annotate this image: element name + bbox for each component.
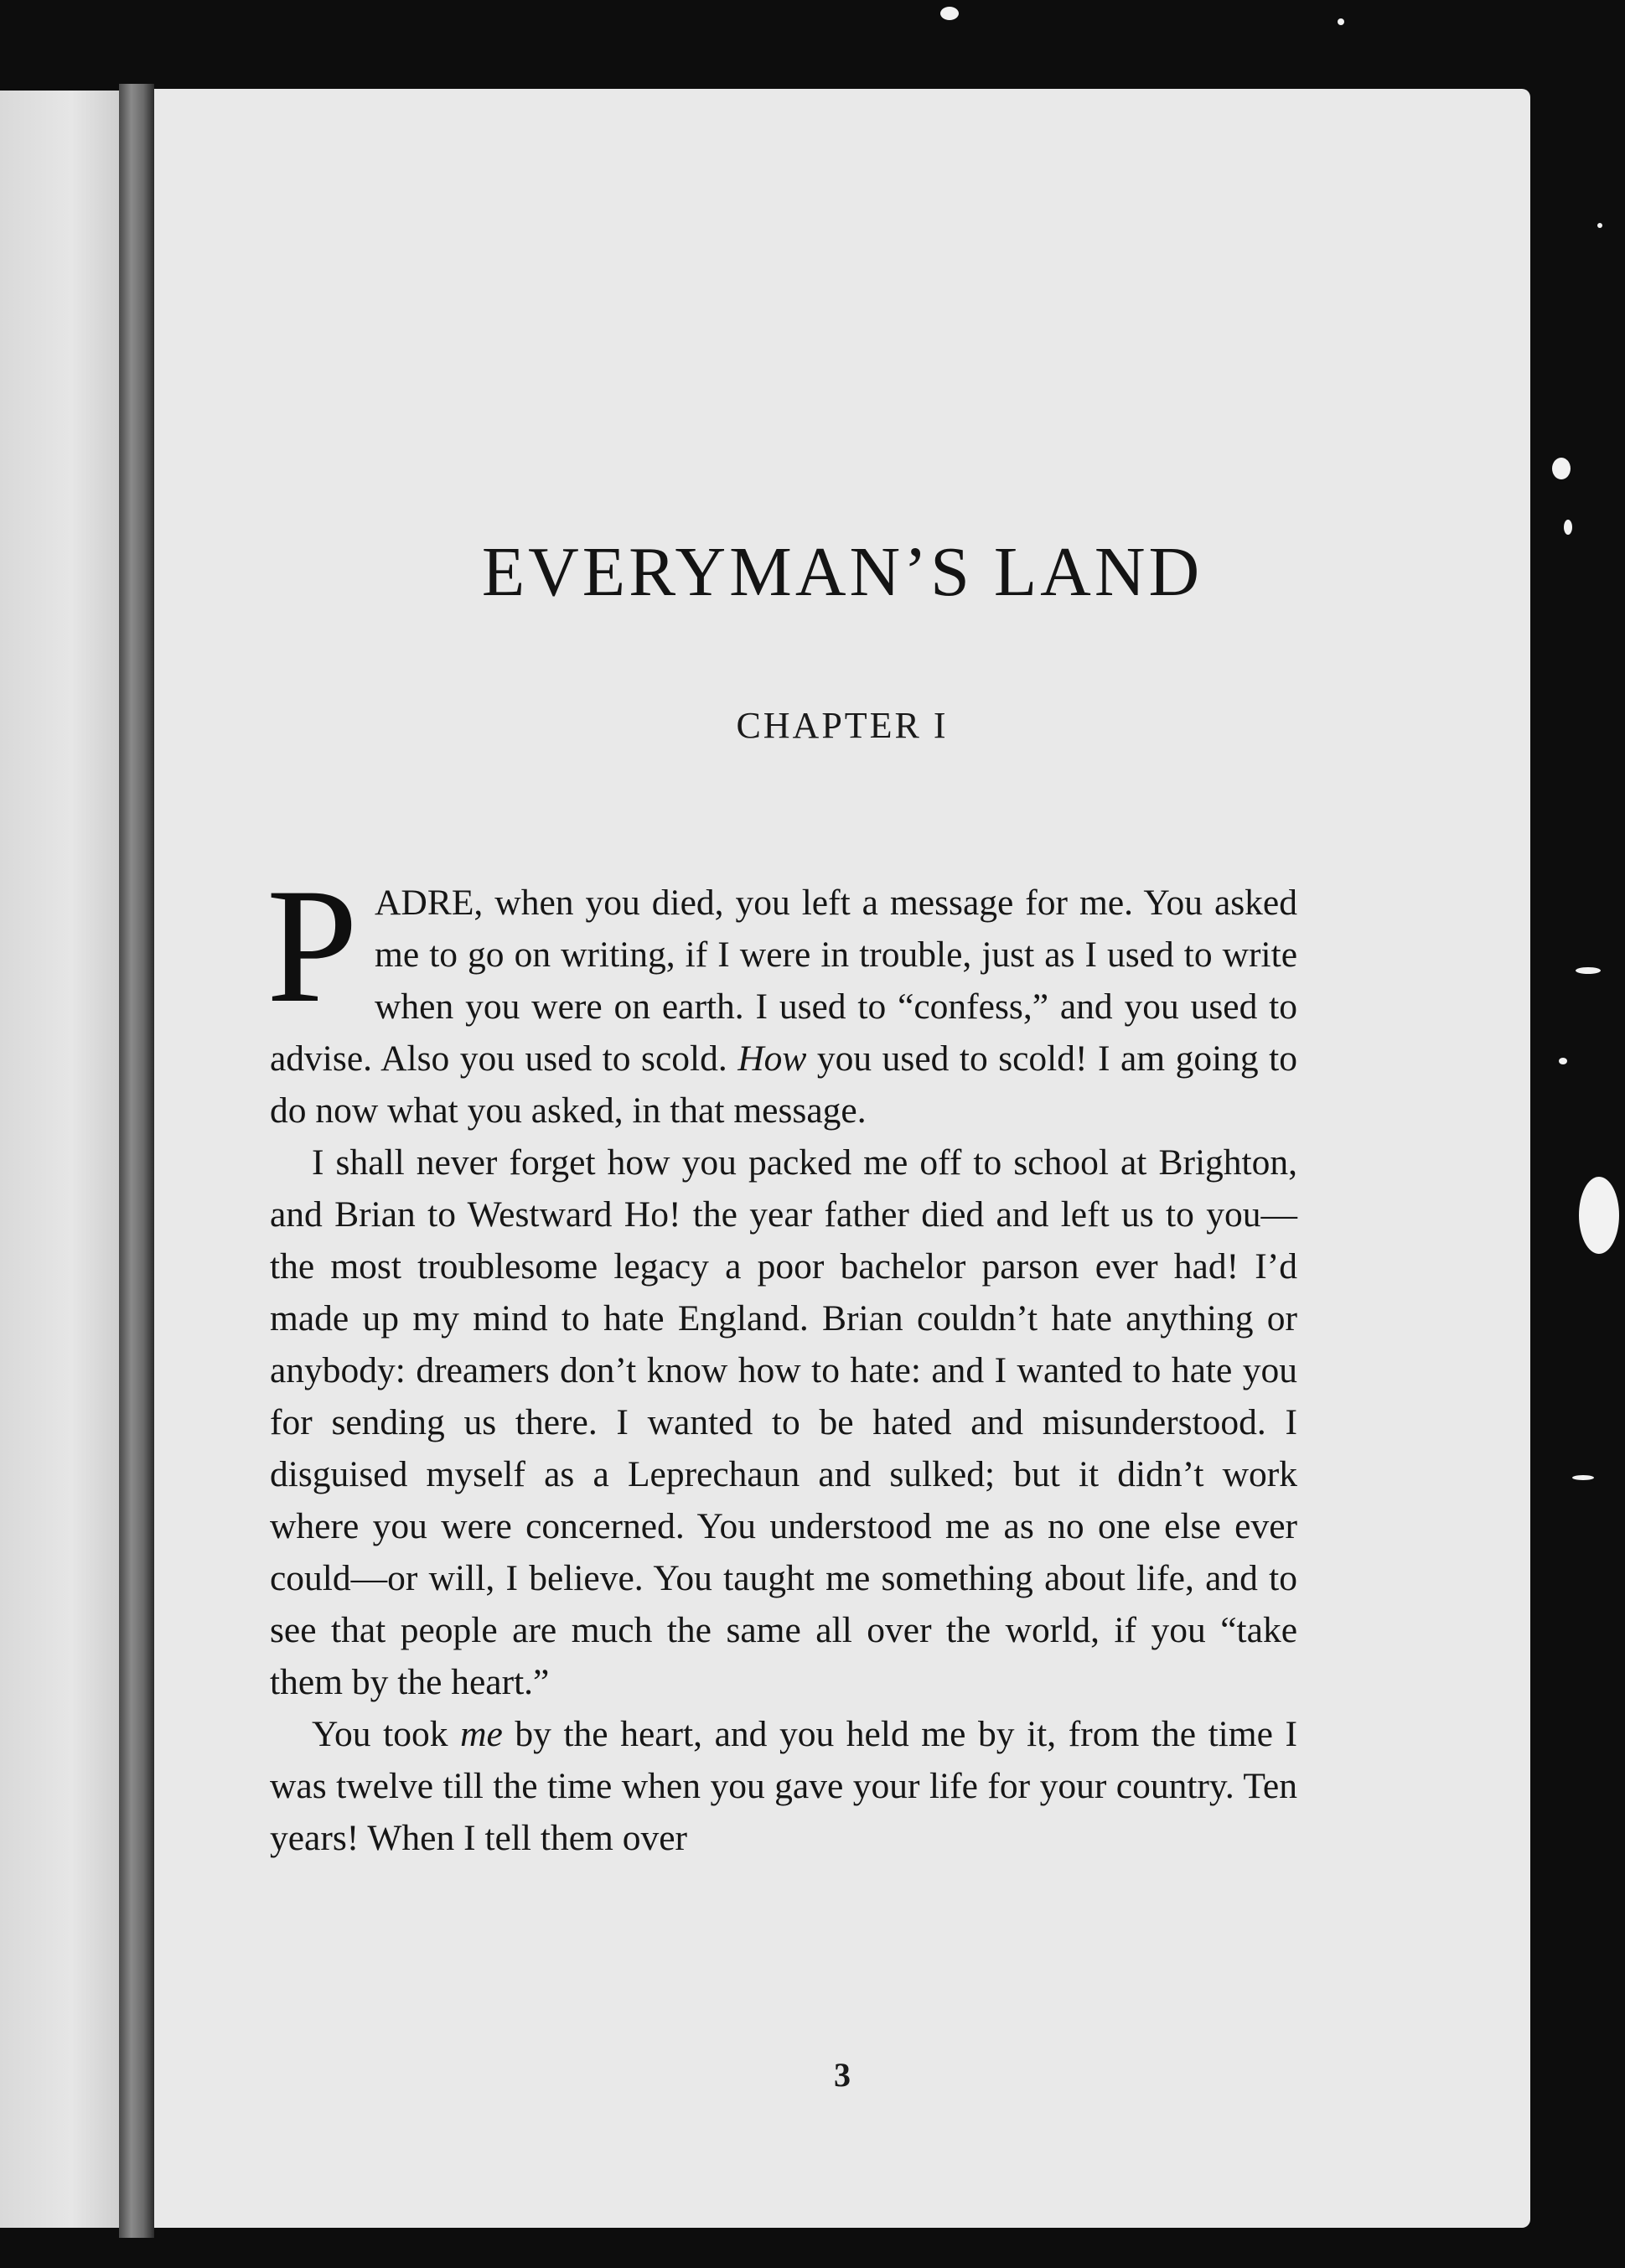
paragraph: I shall never forget how you packed me off to school at Brighton, and Brian to Westward Ho! the year father died and left us to you—the most troublesome legacy a poor bachelor parson ever had! I’d made up my mind to hate England. Brian couldn’t hate anything or anybody: dreamers don’t know how to hate: and I wanted to hate you for sending us there. I wanted to be hated and misunderstood. I disguised myself as a Leprechaun and sulked; but it didn’t work where you were concerned. You understood me as no one else ever could—or will, I believe. You taught me something about life, and to see that people are much the same all over the world, if you “take them by the heart.”: [270, 1142, 1297, 1702]
paragraph-text: ADRE, when you died, you left a message for me. You asked me to go on writing, if I were in trouble, just as I used to write when you were on earth. I used to “confess,” and you used to advise. Also you used to scold.: [270, 883, 1297, 1079]
book-gutter: [119, 84, 154, 2238]
drop-cap: P: [267, 855, 359, 1037]
paragraph: [270, 1708, 1297, 1864]
dust-speck: [1579, 1177, 1619, 1254]
dust-speck: [1597, 223, 1602, 228]
book-page: [154, 89, 1530, 2228]
page-number: 3: [834, 2056, 851, 2094]
facing-page-edge: [0, 91, 119, 2228]
dust-speck: [1564, 520, 1572, 535]
chapter-text: [267, 855, 1297, 1864]
paragraph-text: by the heart, and you held me by it, from the time I was twelve till the time when you gave your life for your country. Ten years! When I tell them over: [270, 1714, 1297, 1858]
dust-speck: [1576, 967, 1601, 974]
paragraph-text: You took: [312, 1714, 461, 1754]
dust-speck: [940, 7, 959, 20]
italic-word: me: [460, 1714, 503, 1754]
dust-speck: [1572, 1475, 1594, 1480]
paragraph: [267, 855, 1297, 1137]
italic-word: How: [737, 1038, 807, 1079]
dust-speck: [1559, 1058, 1567, 1064]
book-title: EVERYMAN’S LAND: [481, 533, 1203, 611]
chapter-heading: CHAPTER I: [736, 705, 949, 746]
dust-speck: [1338, 18, 1344, 25]
paragraph-text: you used to scold! I am going to do now what you asked, in that message.: [270, 1038, 1297, 1131]
dust-speck: [1552, 458, 1571, 479]
